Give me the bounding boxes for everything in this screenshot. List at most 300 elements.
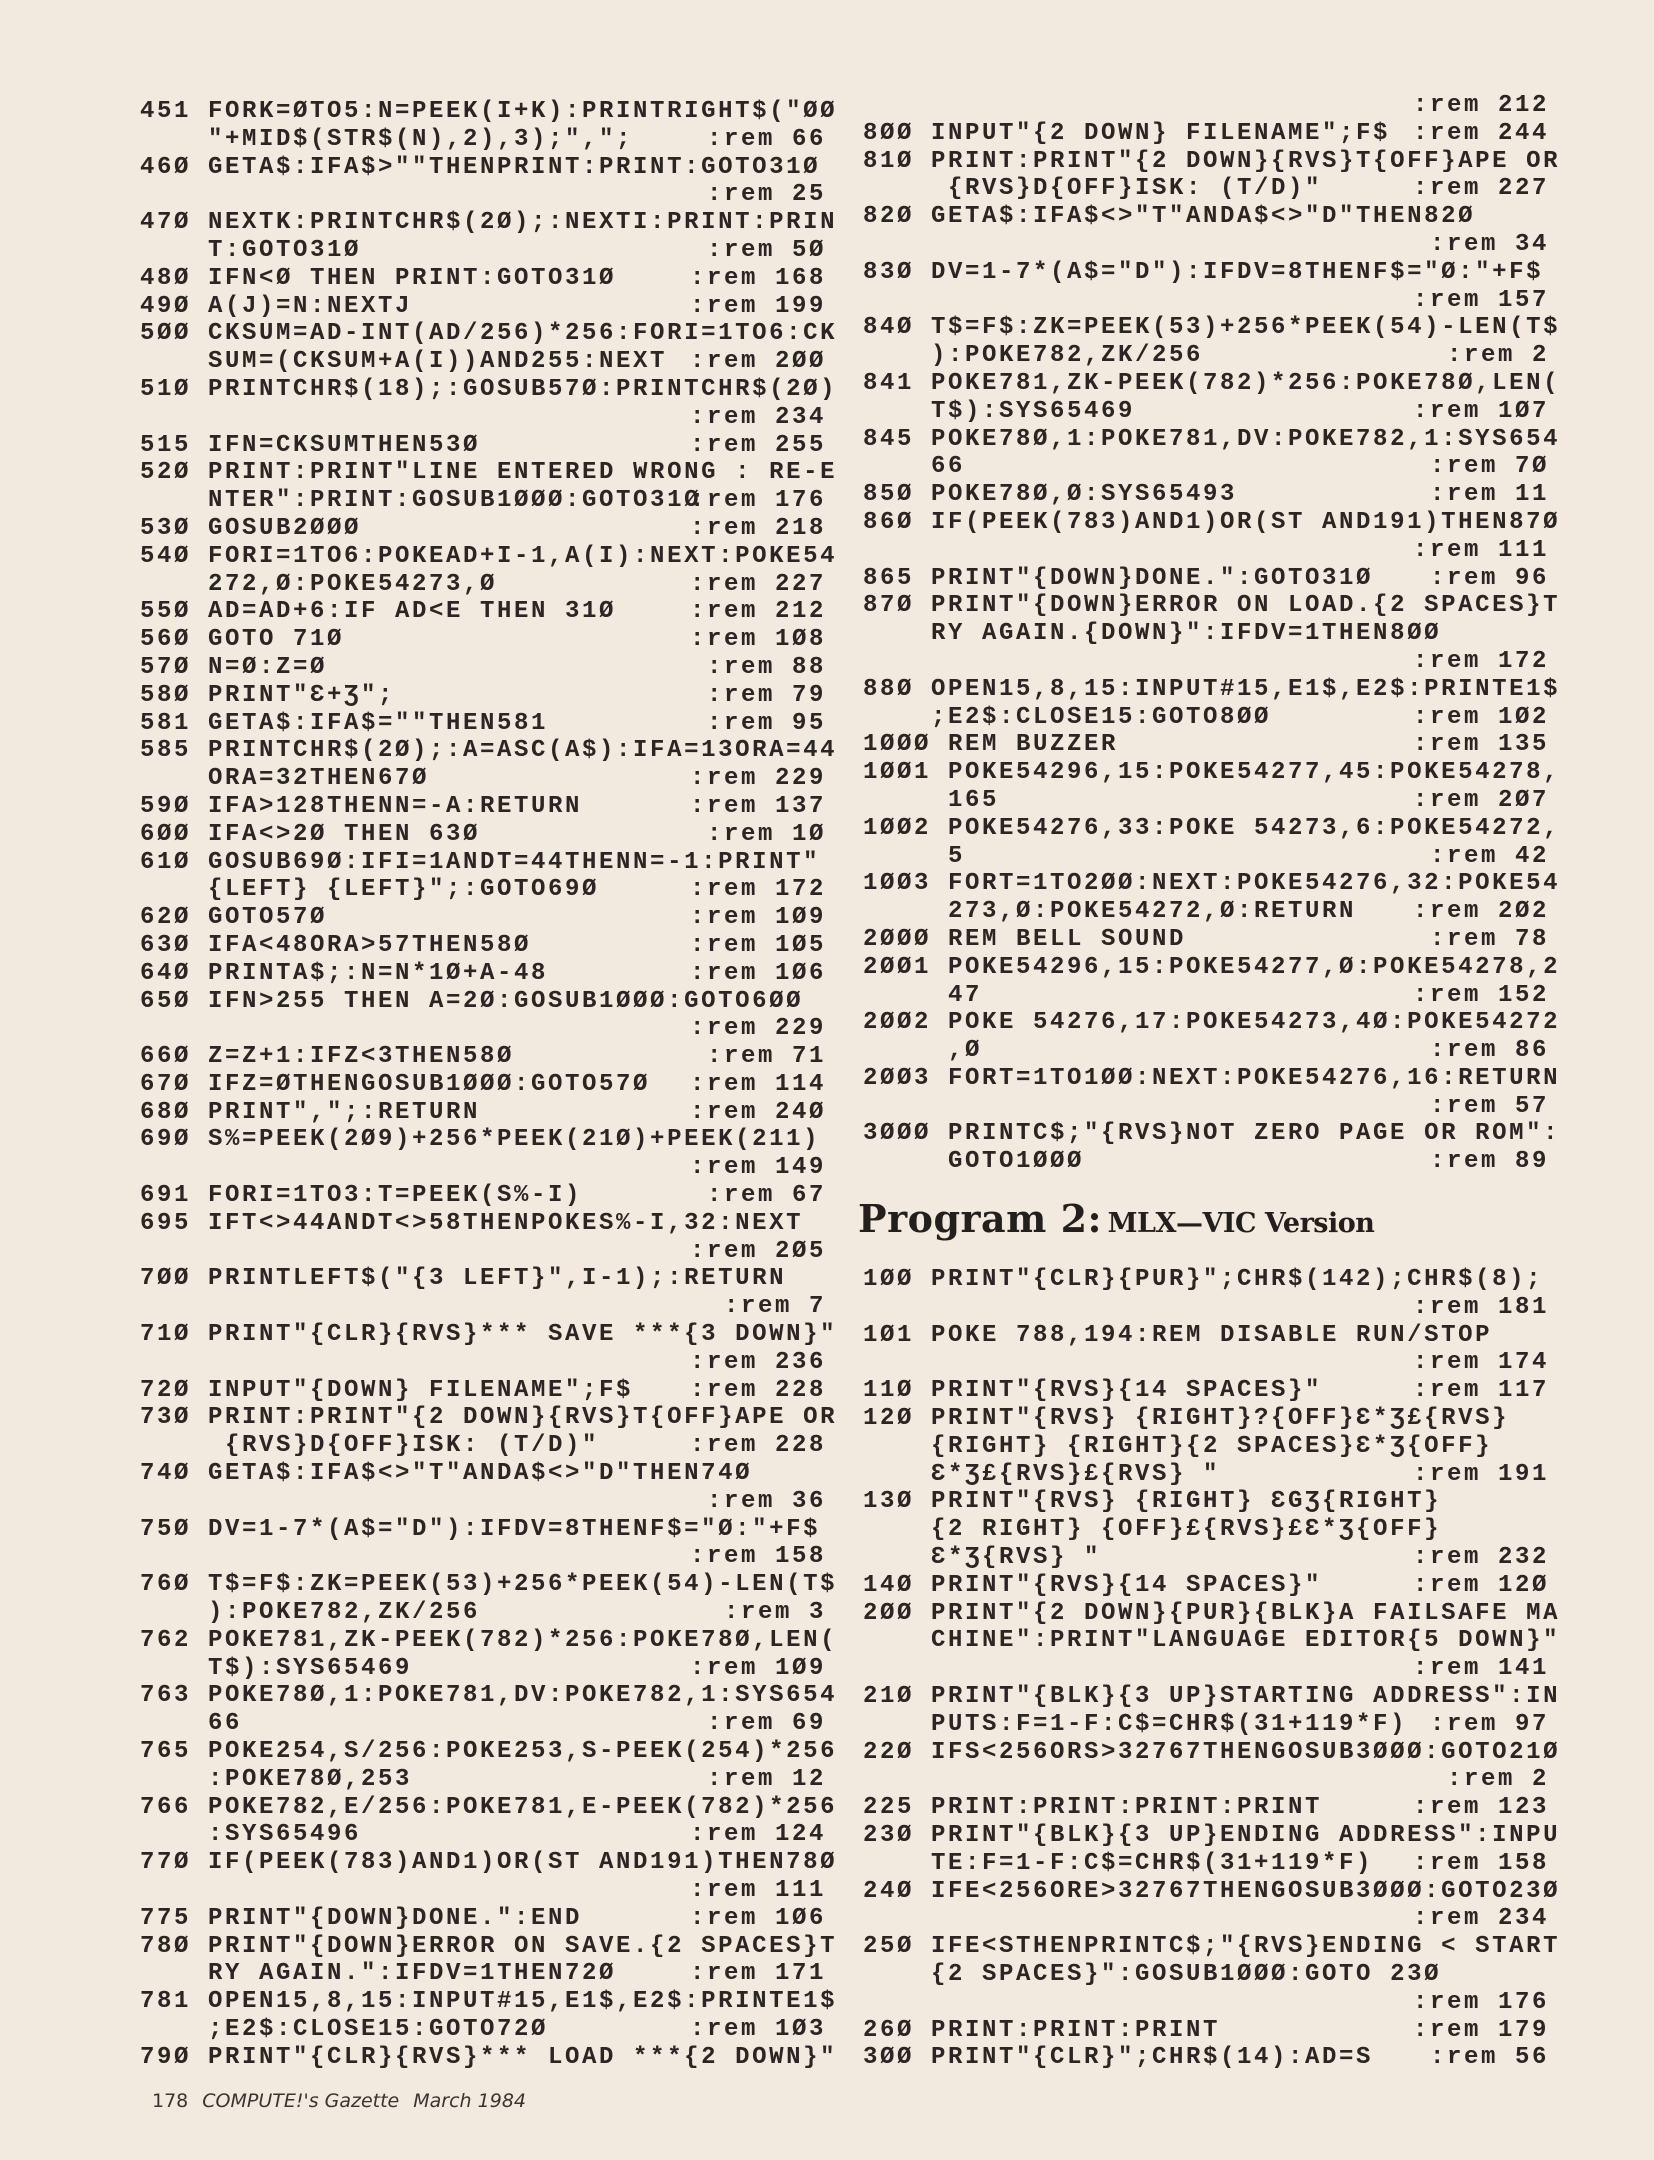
line-code: PRINT"{DOWN}DONE.":GOTO31Ø	[931, 564, 1374, 592]
checksum-rem: :rem 1Ø2	[1412, 703, 1549, 731]
checksum-rem: :rem 124	[689, 1821, 826, 1849]
line-code: OPEN15,8,15:INPUT#15,E1$,E2$:PRINTE1$	[931, 675, 1561, 703]
checksum-row	[863, 1093, 1549, 1121]
line-code: POKE781,ZK-PEEK(782)*256:POKE78Ø,LEN(	[931, 369, 1561, 397]
line-number: 2ØØ	[863, 1599, 915, 1627]
checksum-rem: :rem 1Ø7	[1412, 397, 1549, 425]
program-line-row	[863, 1488, 1549, 1516]
checksum-rem: :rem 88	[706, 653, 826, 681]
line-number: 62Ø	[140, 904, 192, 932]
line-code: CHINE":PRINT"LANGUAGE EDITOR{5 DOWN}"	[931, 1627, 1561, 1655]
program-line-row	[140, 1738, 838, 1766]
line-number: 585	[140, 737, 192, 765]
line-code: PRINT"{DOWN}DONE.":END	[208, 1904, 583, 1932]
line-code: POKE54296,15:POKE54277,Ø:POKE54278,2	[948, 953, 1561, 981]
program-line-row	[140, 849, 826, 877]
checksum-rem: :rem 172	[1412, 647, 1549, 675]
program-line-row	[140, 2043, 838, 2072]
program-line-row	[140, 1071, 826, 1099]
program-line-row	[863, 1148, 1549, 1176]
program-line-row	[863, 175, 1549, 203]
program-line-row	[863, 1544, 1549, 1572]
program-line-row	[140, 682, 826, 710]
program-line-row	[863, 843, 1549, 871]
checksum-rem: :rem 95	[706, 709, 826, 737]
line-code: TE:F=1-F:C$=CHR$(31+119*F)	[931, 1849, 1374, 1877]
line-code: DV=1-7*(A$="D"):IFDV=8THENF$="Ø:"+F$	[931, 258, 1544, 286]
line-number: 5ØØ	[140, 320, 192, 348]
checksum-rem: :rem 66	[706, 125, 826, 153]
checksum-rem: :rem 1Ø9	[689, 1654, 826, 1682]
program-line-row	[863, 870, 1561, 898]
checksum-rem: :rem 111	[689, 1877, 826, 1904]
checksum-row	[863, 287, 1549, 315]
checksum-row	[140, 404, 826, 432]
line-code: PRINT"{RVS}{14 SPACES}"	[931, 1377, 1323, 1405]
line-code: ORA=32THEN67Ø	[208, 765, 430, 793]
line-code: POKE54296,15:POKE54277,45:POKE54278,	[948, 759, 1561, 787]
checksum-rem: :rem 11	[1429, 481, 1549, 509]
checksum-row	[140, 1154, 826, 1182]
line-number: 2ØØ3	[863, 1064, 932, 1092]
checksum-rem: :rem 5Ø	[706, 236, 826, 264]
program-line-row	[140, 654, 826, 682]
program-line-row	[863, 398, 1549, 426]
program-line-row	[140, 1321, 838, 1349]
line-number: 6ØØ	[140, 820, 192, 848]
line-code: GOSUB69Ø:IFI=1ANDT=44THENN=-1:PRINT"	[208, 848, 821, 876]
line-number: 76Ø	[140, 1571, 192, 1599]
listing-column-right-bottom	[863, 1266, 1561, 2072]
program-heading-subtitle: MLX—VIC Version	[1107, 1208, 1375, 1239]
checksum-rem: :rem 176	[689, 487, 826, 515]
checksum-rem: :rem 1Ø3	[689, 2015, 826, 2043]
program-heading-title: Program 2:	[858, 1196, 1103, 1241]
program-line-row	[140, 1932, 838, 1961]
checksum-rem: :rem 78	[1429, 925, 1549, 953]
program-line-row	[140, 1766, 826, 1794]
line-number: 65Ø	[140, 987, 192, 1015]
line-number: 78Ø	[140, 1932, 192, 1960]
line-number: 22Ø	[863, 1738, 915, 1766]
checksum-rem: :rem 96	[1429, 564, 1549, 592]
program-line-row	[140, 1682, 838, 1710]
line-code: T$=F$:ZK=PEEK(53)+256*PEEK(54)-LEN(T$	[931, 314, 1561, 342]
line-number: 8ØØ	[863, 119, 915, 147]
checksum-row	[140, 1877, 826, 1905]
line-number: 26Ø	[863, 2016, 915, 2044]
program-line-row	[863, 1009, 1561, 1037]
line-number: 14Ø	[863, 1571, 915, 1599]
checksum-rem: :rem 171	[689, 1960, 826, 1988]
line-number: 46Ø	[140, 153, 192, 181]
line-number: 81Ø	[863, 147, 915, 175]
program-line-row	[863, 1433, 1549, 1461]
program-line-row	[140, 1404, 838, 1432]
line-code: GOTO1ØØØ	[948, 1148, 1085, 1176]
checksum-rem: :rem 179	[1412, 2016, 1549, 2044]
checksum-rem: :rem 227	[1412, 175, 1549, 203]
line-code: ;E2$:CLOSE15:GOTO72Ø	[208, 2015, 549, 2043]
checksum-row	[863, 1766, 1549, 1794]
program-line-row	[140, 1265, 826, 1293]
checksum-row	[863, 231, 1549, 259]
checksum-rem: :rem 1Ø9	[689, 904, 826, 932]
line-code: PRINT"{RVS} {RIGHT}?{OFF}Ɛ*Ʒ£{RVS}	[931, 1404, 1510, 1432]
line-code: 272,Ø:POKE54273,Ø	[208, 570, 498, 598]
program-line-row	[863, 314, 1561, 342]
line-number: 71Ø	[140, 1321, 192, 1349]
program-line-row	[140, 988, 826, 1016]
line-code: PRINTCHR$(18);:GOSUB57Ø:PRINTCHR$(2Ø)	[208, 375, 838, 403]
program-line-row	[863, 982, 1549, 1010]
line-number: 691	[140, 1182, 192, 1210]
checksum-row	[140, 1488, 826, 1516]
program-line-row	[863, 1037, 1549, 1065]
program-line-row	[863, 203, 1549, 231]
line-code: T$):SYS65469	[208, 1654, 413, 1682]
program-line-row	[863, 787, 1549, 815]
program-line-row	[863, 1850, 1549, 1878]
checksum-row	[140, 1543, 826, 1571]
issue-date: March 1984	[413, 2090, 526, 2112]
line-code: {LEFT} {LEFT}";:GOTO69Ø	[208, 876, 600, 904]
checksum-rem: :rem 7Ø	[1429, 453, 1549, 481]
line-code: NTER":PRINT:GOSUB1ØØØ:GOTO31Ø	[208, 487, 702, 515]
line-code: IFN>255 THEN A=2Ø:GOSUB1ØØØ:GOTO6ØØ	[208, 987, 804, 1015]
checksum-rem: :rem 218	[689, 514, 826, 542]
program-line-row	[863, 814, 1561, 843]
checksum-row	[863, 537, 1549, 565]
checksum-rem: :rem 114	[689, 1070, 826, 1098]
checksum-row	[140, 181, 826, 209]
checksum-rem: :rem 236	[689, 1348, 826, 1376]
program-line-row	[140, 1849, 838, 1877]
line-code: INPUT"{DOWN} FILENAME";F$	[208, 1376, 634, 1404]
checksum-rem: :rem 1Ø8	[689, 626, 826, 654]
program-line-row	[863, 926, 1549, 954]
checksum-rem: :rem 174	[1412, 1349, 1549, 1377]
checksum-rem: :rem 7	[723, 1293, 826, 1321]
program-line-row	[140, 904, 826, 932]
line-code: A(J)=N:NEXTJ	[208, 292, 413, 320]
program-line-row	[140, 821, 826, 849]
checksum-rem: :rem 1Ø	[706, 820, 826, 848]
program-line-row	[863, 369, 1561, 398]
program-line-row	[140, 932, 826, 960]
checksum-rem: :rem 157	[1412, 286, 1549, 314]
line-number: 1ØØØ	[863, 731, 932, 759]
line-code: PRINT"{DOWN}ERROR ON SAVE.{2 SPACES}T	[208, 1932, 838, 1960]
program-line-row	[140, 348, 826, 376]
checksum-rem: :rem 25	[706, 181, 826, 209]
program-line-row	[140, 1599, 826, 1627]
program-line-row	[863, 1821, 1561, 1850]
line-code: POKE 54276,17:POKE54273,4Ø:POKE54272	[948, 1009, 1561, 1037]
line-code: PRINT:PRINT"LINE ENTERED WRONG : RE-E	[208, 459, 838, 487]
line-code: Ɛ*Ʒ£{RVS}£{RVS} "	[931, 1460, 1221, 1488]
page-number: 178	[152, 2090, 189, 2112]
checksum-row	[863, 92, 1549, 120]
line-code: GOSUB2ØØØ	[208, 514, 362, 542]
checksum-rem: :rem 2Ø2	[1412, 898, 1549, 926]
checksum-rem: :rem 97	[1429, 1710, 1549, 1738]
line-number: 75Ø	[140, 1515, 192, 1543]
program-line-row	[863, 1599, 1561, 1628]
line-code: PUTS:F=1-F:C$=CHR$(31+119*F)	[931, 1710, 1408, 1738]
program-line-row	[140, 737, 838, 765]
line-number: 775	[140, 1904, 192, 1932]
line-number: 53Ø	[140, 514, 192, 542]
line-code: T:GOTO31Ø	[208, 236, 362, 264]
checksum-rem: :rem 199	[689, 292, 826, 320]
line-number: 59Ø	[140, 792, 192, 820]
checksum-rem: :rem 181	[1412, 1293, 1549, 1321]
line-number: 695	[140, 1209, 192, 1237]
line-code: RY AGAIN.{DOWN}":IFDV=1THEN8ØØ	[931, 620, 1442, 648]
line-code: IFE<256ORE>32767THENGOSUB3ØØØ:GOTO23Ø	[931, 1877, 1561, 1905]
program-line-row	[140, 1655, 826, 1683]
program-line-row	[863, 759, 1561, 787]
line-code: PRINT"{CLR}{RVS}*** SAVE ***{3 DOWN}"	[208, 1321, 838, 1349]
line-code: PRINT"{DOWN}ERROR ON LOAD.{2 SPACES}T	[931, 592, 1561, 620]
program-line-row	[140, 1377, 826, 1405]
line-number: 47Ø	[140, 209, 192, 237]
checksum-row	[140, 1293, 826, 1321]
checksum-rem: :rem 86	[1429, 1037, 1549, 1065]
program-line-row	[863, 1794, 1549, 1822]
program-line-row	[140, 1182, 826, 1210]
program-line-row	[140, 1793, 838, 1822]
program-line-row	[140, 98, 838, 126]
program-line-row	[863, 1572, 1549, 1600]
checksum-rem: :rem 191	[1412, 1460, 1549, 1488]
checksum-row	[140, 1238, 826, 1266]
line-code: PRINT"{RVS} {RIGHT} ƐGƷ{RIGHT}	[931, 1488, 1442, 1516]
checksum-rem: :rem 234	[689, 403, 826, 431]
checksum-rem: :rem 111	[1412, 536, 1549, 564]
program-line-row	[140, 1988, 838, 2016]
program-line-row	[140, 626, 826, 654]
line-code: 5	[948, 842, 966, 870]
line-code: SUM=(CKSUM+A(I))AND255:NEXT	[208, 348, 668, 376]
program-line-row	[863, 1120, 1561, 1148]
checksum-rem: :rem 172	[689, 876, 826, 904]
line-number: 58Ø	[140, 681, 192, 709]
checksum-rem: :rem 2	[1446, 342, 1549, 370]
checksum-rem: :rem 117	[1412, 1377, 1549, 1405]
line-code: PRINT:PRINT:PRINT	[931, 2016, 1221, 2044]
program-line-row	[140, 1960, 826, 1988]
program-line-row	[140, 237, 826, 265]
line-code: 165	[948, 786, 1000, 814]
checksum-row	[863, 1655, 1549, 1683]
program-line-row	[140, 1516, 826, 1544]
line-code: POKE78Ø,1:POKE781,DV:POKE782,1:SYS654	[931, 425, 1561, 453]
line-code: PRINT"{BLK}{3 UP}STARTING ADDRESS":IN	[931, 1682, 1561, 1710]
line-code: NEXTK:PRINTCHR$(2Ø);:NEXTI:PRINT:PRIN	[208, 209, 838, 237]
line-code: 273,Ø:POKE54272,Ø:RETURN	[948, 898, 1357, 926]
program-line-row	[863, 2017, 1549, 2045]
program-line-row	[863, 1377, 1549, 1405]
program-line-row	[863, 425, 1561, 454]
checksum-rem: :rem 244	[1412, 119, 1549, 147]
line-code: {2 RIGHT} {OFF}£{RVS}£Ɛ*Ʒ{OFF}	[931, 1516, 1442, 1544]
checksum-rem: :rem 123	[1412, 1794, 1549, 1822]
line-code: :SYS65496	[208, 1821, 362, 1849]
program-line-row	[863, 620, 1549, 648]
checksum-rem: :rem 227	[689, 570, 826, 598]
line-number: 1ØØ3	[863, 870, 932, 898]
checksum-rem: :rem 158	[1412, 1849, 1549, 1877]
program-line-row	[863, 508, 1561, 537]
line-number: 3ØØØ	[863, 1120, 932, 1148]
line-number: 515	[140, 431, 192, 459]
checksum-row	[863, 1989, 1549, 2017]
program-line-row	[863, 704, 1549, 732]
line-code: IFN<Ø THEN PRINT:GOTO31Ø	[208, 264, 617, 292]
line-number: 841	[863, 369, 915, 397]
line-code: PRINT"{CLR}{PUR}";CHR$(142);CHR$(8);	[931, 1266, 1544, 1293]
program-line-row	[140, 1571, 838, 1599]
line-code: ):POKE782,ZK/256	[931, 342, 1204, 370]
line-code: PRINT"{BLK}{3 UP}ENDING ADDRESS":INPU	[931, 1821, 1561, 1849]
program-line-row	[863, 453, 1549, 481]
checksum-row	[140, 1015, 826, 1043]
line-number: 451	[140, 98, 192, 125]
program-line-row	[140, 320, 838, 348]
program-line-row	[140, 2016, 826, 2044]
program-line-row	[140, 571, 826, 599]
line-code: PRINT"{2 DOWN}{PUR}{BLK}A FAILSAFE MA	[931, 1599, 1561, 1627]
checksum-rem: :rem 232	[1412, 1543, 1549, 1571]
line-code: POKE782,E/256:POKE781,E-PEEK(782)*256	[208, 1793, 838, 1821]
program-line-row	[140, 459, 838, 487]
program-line-row	[863, 1516, 1549, 1544]
line-code: ):POKE782,ZK/256	[208, 1599, 481, 1627]
line-code: FORK=ØTO5:N=PEEK(I+K):PRINTRIGHT$("ØØ	[208, 98, 838, 125]
line-number: 64Ø	[140, 959, 192, 987]
program-line-row	[140, 876, 826, 904]
line-code: T$=F$:ZK=PEEK(53)+256*PEEK(54)-LEN(T$	[208, 1571, 838, 1599]
checksum-row	[863, 1905, 1549, 1933]
checksum-row	[863, 648, 1549, 676]
program-line-row	[863, 1711, 1549, 1739]
checksum-rem: :rem 135	[1412, 731, 1549, 759]
line-code: IFA>128THENN=-A:RETURN	[208, 792, 583, 820]
line-code: DV=1-7*(A$="D"):IFDV=8THENF$="Ø:"+F$	[208, 1515, 821, 1543]
line-number: 55Ø	[140, 598, 192, 626]
program-line-row	[140, 154, 826, 182]
checksum-rem: :rem 212	[1412, 92, 1549, 119]
checksum-rem: :rem 12	[706, 1765, 826, 1793]
line-code: CKSUM=AD-INT(AD/256)*256:FORI=1TO6:CK	[208, 320, 838, 348]
checksum-rem: :rem 229	[689, 765, 826, 793]
line-code: FORT=1TO2ØØ:NEXT:POKE54276,32:POKE54	[948, 870, 1561, 898]
line-code: AD=AD+6:IF AD<E THEN 31Ø	[208, 598, 617, 626]
program-line-row	[140, 1626, 838, 1655]
line-number: 66Ø	[140, 1043, 192, 1071]
checksum-rem: :rem 149	[689, 1154, 826, 1182]
checksum-rem: :rem 1Ø5	[689, 931, 826, 959]
line-code: OPEN15,8,15:INPUT#15,E1$,E2$:PRINTE1$	[208, 1988, 838, 2016]
page-footer	[152, 2090, 526, 2112]
program-line-row	[140, 293, 826, 321]
line-number: 2ØØ1	[863, 953, 932, 981]
program-line-row	[863, 675, 1561, 704]
line-code: PRINTCHR$(2Ø);:A=ASC(A$):IFA=13ORA=44	[208, 737, 838, 765]
line-number: 2ØØ2	[863, 1009, 932, 1037]
checksum-rem: :rem 56	[1429, 2044, 1549, 2072]
program-line-row	[863, 120, 1549, 148]
program-line-row	[863, 342, 1549, 370]
listing-column-left	[140, 98, 838, 2072]
program-line-row	[863, 898, 1549, 926]
line-number: 51Ø	[140, 375, 192, 403]
line-code: ;E2$:CLOSE15:GOTO8ØØ	[931, 703, 1272, 731]
line-code: REM BELL SOUND	[948, 925, 1187, 953]
checksum-rem: :rem 1Ø6	[689, 959, 826, 987]
line-code: PRINT:PRINT"{2 DOWN}{RVS}T{OFF}APE OR	[931, 147, 1561, 175]
line-number: 581	[140, 709, 192, 737]
line-code: IFN=CKSUMTHEN53Ø	[208, 431, 481, 459]
line-code: IFT<>44ANDT<>58THENPOKES%-I,32:NEXT	[208, 1209, 804, 1237]
program-line-row	[863, 1738, 1561, 1767]
line-number: 56Ø	[140, 626, 192, 654]
line-code: GETA$:IFA$>""THENPRINT:PRINT:GOTO31Ø	[208, 153, 821, 181]
line-number: 765	[140, 1738, 192, 1766]
line-number: 225	[863, 1794, 915, 1822]
line-code: PRINT"{RVS}{14 SPACES}"	[931, 1571, 1323, 1599]
program-line-row	[863, 1064, 1561, 1093]
line-code: 66	[208, 1710, 243, 1738]
program-line-row	[140, 1432, 826, 1460]
line-code: POKE78Ø,1:POKE781,DV:POKE782,1:SYS654	[208, 1682, 838, 1710]
line-code: PRINT"{CLR}";CHR$(14):AD=S	[931, 2044, 1374, 2072]
line-code: PRINT",";:RETURN	[208, 1098, 481, 1126]
program-line-row	[140, 375, 838, 404]
checksum-rem: :rem 12Ø	[1412, 1571, 1549, 1599]
program-line-row	[863, 1682, 1561, 1711]
program-line-row	[863, 1461, 1549, 1489]
program-line-row	[863, 565, 1549, 593]
line-number: 52Ø	[140, 459, 192, 487]
program-line-row	[140, 209, 838, 237]
line-code: IFA<>2Ø THEN 63Ø	[208, 820, 481, 848]
program-line-row	[140, 1099, 826, 1127]
program-line-row	[140, 960, 826, 988]
line-number: 24Ø	[863, 1877, 915, 1905]
checksum-rem: :rem 42	[1429, 842, 1549, 870]
line-number: 21Ø	[863, 1682, 915, 1710]
line-code: :POKE78Ø,253	[208, 1765, 413, 1793]
line-code: GETA$:IFA$<>"T"ANDA$<>"D"THEN82Ø	[931, 203, 1476, 231]
checksum-rem: :rem 168	[689, 264, 826, 292]
line-code: RY AGAIN.":IFDV=1THEN72Ø	[208, 1960, 617, 1988]
line-code: GOTO57Ø	[208, 904, 328, 932]
line-code: 47	[948, 981, 983, 1009]
checksum-rem: :rem 3	[723, 1599, 826, 1627]
program-line-row	[140, 793, 826, 821]
line-code: GETA$:IFA$<>"T"ANDA$<>"D"THEN74Ø	[208, 1460, 753, 1488]
magazine-name: COMPUTE!'s Gazette	[202, 2090, 400, 2112]
line-code: POKE78Ø,Ø:SYS65493	[931, 481, 1238, 509]
line-code: ,Ø	[948, 1037, 983, 1065]
checksum-rem: :rem 71	[706, 1043, 826, 1071]
line-number: 865	[863, 564, 915, 592]
line-number: 86Ø	[863, 508, 915, 536]
line-number: 25Ø	[863, 1933, 915, 1961]
